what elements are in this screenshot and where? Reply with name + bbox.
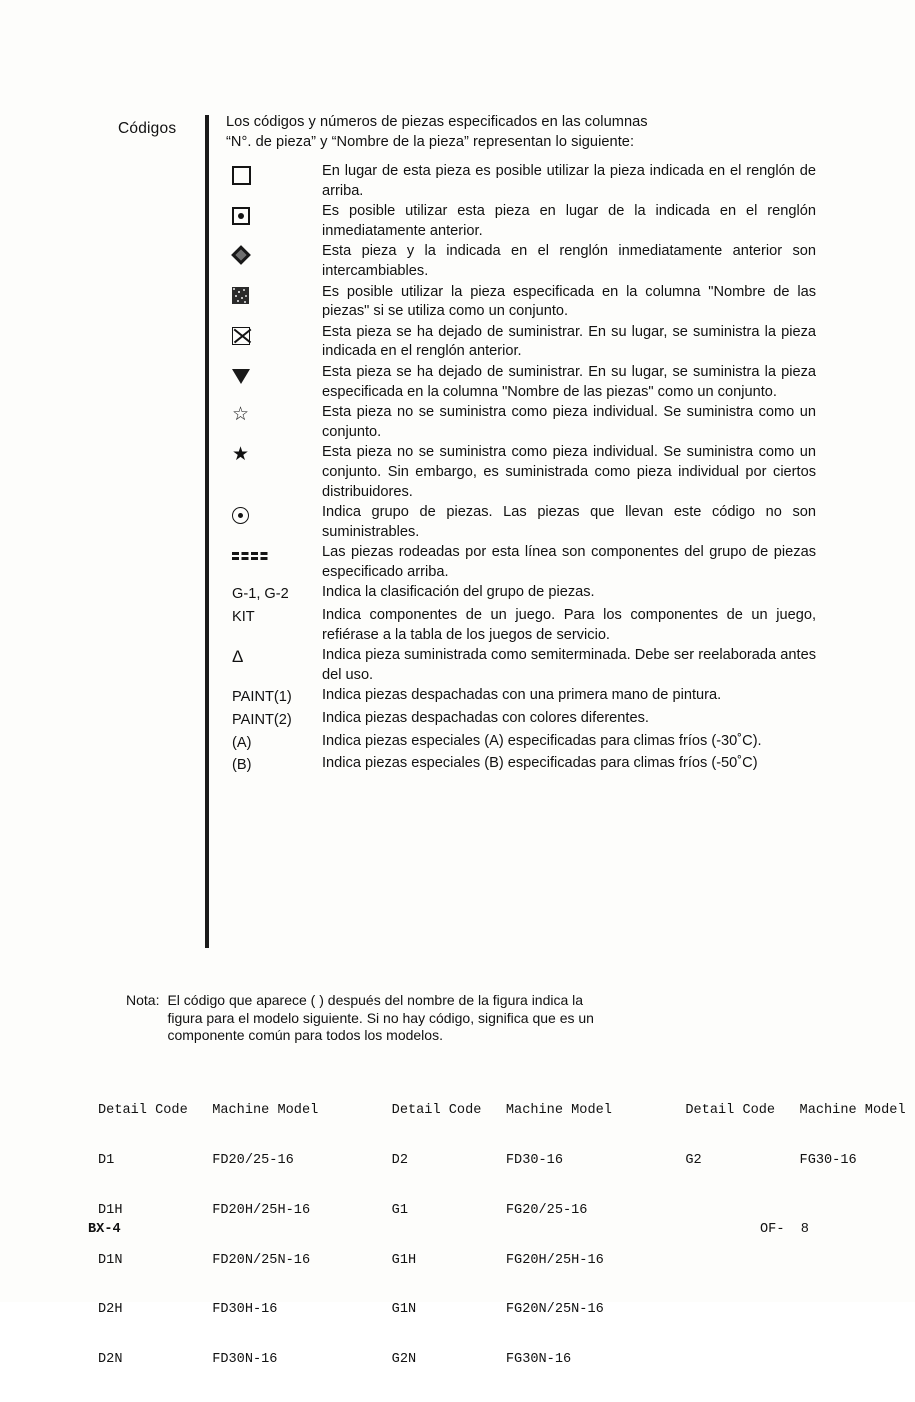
footer-page-code: BX-4 [88,1222,121,1237]
filled-down-triangle-icon [232,369,250,384]
legend-row [226,323,816,362]
legend-description: Indica pieza suministrada como semiterminada. Debe ser reelaborada antes del uso. [322,647,816,683]
legend-description: Es posible utilizar la pieza especificada en la columna "Nombre de las piezas" si se utiliza como un conjunto. [322,283,816,320]
table-row: D1N FD20N/25N-16 G1H FG20H/25H-16 [98,1252,604,1268]
legend-symbol-cell [226,606,322,628]
legend-symbol-cell [226,646,322,665]
legend-description: Indica piezas despachadas con una primera mano de pintura. [322,687,722,704]
legend-symbol-cell [226,363,322,384]
legend-description: Las piezas rodeadas por esta línea son componentes del grupo de piezas especificado arriba. [322,544,816,580]
delta-icon: Δ [232,647,244,667]
table-header-row: Detail Code Machine Model Detail Code Machine Model Detail Code Machine Model [98,1103,906,1119]
legend-row [226,606,816,645]
legend-description: Es posible utilizar esta pieza en lugar de la indicada en el renglón inmediatamente anterior. [322,203,816,239]
legend-symbol-cell [226,583,322,605]
note-line-3: componente común para todos los modelos. [167,1027,443,1043]
legend-symbol-cell [226,503,322,524]
legend-row [226,543,816,582]
legend-symbol-cell [226,242,322,262]
codes-intro-line-2: “N°. de pieza” y “Nombre de la pieza” representan lo siguiente: [226,134,635,150]
note-text [167,992,826,1045]
table-row: D2H FD30H-16 G1N FG20N/25N-16 [98,1302,604,1318]
legend-row [226,503,816,542]
legend-row [226,283,816,322]
legend-row [226,686,816,708]
legend-row [226,583,816,605]
legend-description: Esta pieza se ha dejado de suministrar. En su lugar, se suministra la pieza especificada en la columna "Nombre de las piezas" como un conjunto. [322,363,816,400]
legend-description: Esta pieza no se suministra como pieza individual. Se suministra como un conjunto. Sin embargo, es suministrada como pieza individual por ciertos distribuidores. [322,444,816,500]
legend-row [226,443,816,502]
filled-star-icon: ★ [232,444,250,466]
codes-legend-list [226,162,816,776]
legend-row [226,363,816,402]
legend-row [226,403,816,442]
legend-description: Indica piezas especiales (B) especificadas para climas fríos (-50˚C) [322,755,758,772]
note-line-1: El código que aparece ( ) después del nombre de la figura indica la [167,992,584,1008]
legend-symbol-cell [226,709,322,731]
table-row: D1 FD20/25-16 D2 FD30-16 G2 FG30-16 [98,1152,857,1168]
double-dashed-line-icon [232,552,270,562]
kit-label: KIT [232,609,255,626]
legend-symbol-cell [226,543,322,562]
codes-intro-line-1: Los códigos y números de piezas especificados en las columnas [226,114,648,130]
shaded-square-icon [232,287,249,304]
table-row: D2N FD30N-16 G2N FG30N-16 [98,1352,572,1368]
vertical-divider-rule [205,115,209,948]
legend-symbol-cell [226,754,322,776]
circle-with-dot-icon [232,507,249,524]
codes-intro-paragraph [226,112,816,152]
filled-diamond-icon [231,245,251,265]
paint-1-label: PAINT(1) [232,689,292,706]
legend-symbol-cell [226,202,322,225]
crossed-square-icon [232,327,250,345]
legend-description: Indica piezas especiales (A) especificadas para climas fríos (-30˚C). [322,732,762,749]
legend-description: Esta pieza se ha dejado de suministrar. En su lugar, se suministra la pieza indicada en el renglón anterior. [322,323,816,360]
paint-2-label: PAINT(2) [232,712,292,729]
legend-description: Indica piezas despachadas con colores diferentes. [322,710,649,727]
special-b-label: (B) [232,757,252,774]
empty-square-icon [232,166,251,185]
legend-description: Indica la clasificación del grupo de piezas. [322,584,595,601]
legend-description: Esta pieza y la indicada en el renglón inmediatamente anterior son intercambiables. [322,243,816,279]
legend-row [226,162,816,201]
footer-page-number: OF- 8 [760,1222,809,1237]
legend-row [226,754,816,776]
legend-description: En lugar de esta pieza es posible utilizar la pieza indicada en el renglón de arriba. [322,163,816,199]
legend-symbol-cell [226,732,322,754]
legend-row [226,242,816,281]
group-code-label: G-1, G-2 [232,586,289,603]
special-a-label: (A) [232,734,252,751]
codes-section-label: Códigos [118,120,177,137]
note-line-2: figura para el modelo siguiente. Si no hay código, significa que es un [167,1009,594,1026]
legend-row [226,732,816,754]
legend-symbol-cell [226,403,322,424]
note-label: Nota: [126,992,160,1008]
outline-star-icon: ☆ [232,404,250,426]
square-with-dot-icon [232,207,250,225]
legend-symbol-cell [226,323,322,345]
legend-description: Esta pieza no se suministra como pieza individual. Se suministra como un conjunto. [322,404,816,440]
legend-description: Indica componentes de un juego. Para los componentes de un juego, refiérase a la tabla de los juegos de servicio. [322,607,816,643]
table-row: D1H FD20H/25H-16 G1 FG20/25-16 [98,1202,588,1218]
note-block [126,992,826,1045]
codes-legend-body [226,112,816,777]
legend-row [226,709,816,731]
legend-symbol-cell [226,686,322,708]
legend-row [226,202,816,241]
legend-symbol-cell [226,283,322,304]
legend-description: Indica grupo de piezas. Las piezas que llevan este código no son suministrables. [322,504,816,540]
legend-symbol-cell [226,443,322,464]
legend-symbol-cell [226,162,322,185]
legend-row [226,646,816,685]
